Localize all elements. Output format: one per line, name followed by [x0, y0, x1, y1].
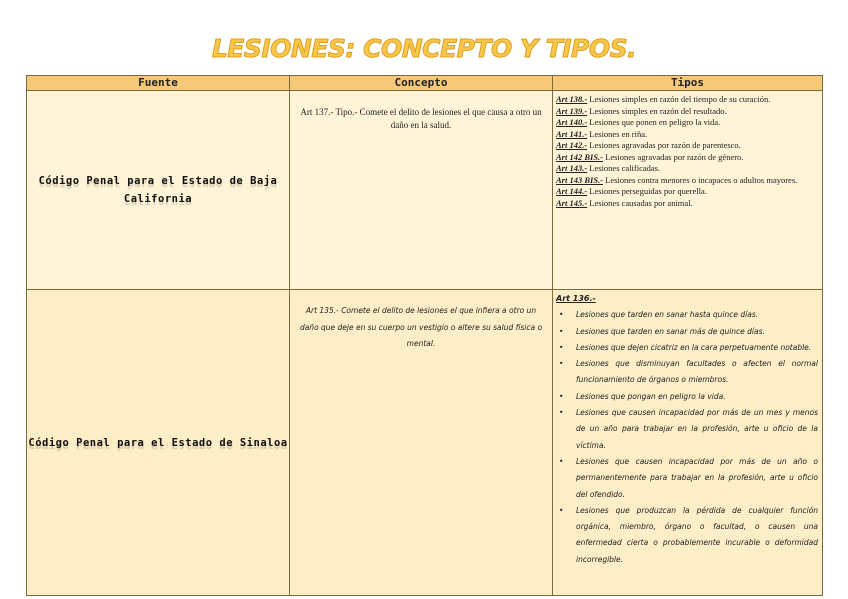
list-item: • Lesiones que tarden en sanar hasta quince días.: [576, 307, 818, 323]
tipo-text: Lesiones en riña.: [587, 128, 648, 139]
header-fuente: Fuente: [27, 76, 290, 91]
tipo-text: Lesiones contra menores o incapaces o adultos mayores.: [603, 174, 798, 185]
concepto-cell: [290, 290, 553, 596]
tipo-entry: [556, 175, 818, 187]
tipo-text: Lesiones simples en razón del tiempo de su curación.: [587, 94, 771, 104]
list-item: • Lesiones que causen incapacidad por más de un año o permanentemente para trabajar en la profesión, arte u oficio del ofendido.: [576, 454, 818, 503]
concepto-text: Art 137.- Tipo.- Comete el delito de lesiones el que causa a otro un daño en la salud.: [300, 107, 542, 130]
tipo-text: Lesiones causadas por animal.: [587, 197, 693, 208]
tipo-text: Lesiones simples en razón del resultado.: [587, 105, 727, 116]
tipo-entry: [556, 198, 818, 210]
article-label: Art 138.-: [556, 94, 588, 104]
header-tipos: Tipos: [553, 76, 823, 91]
list-item: • Lesiones que disminuyan facultades o afecten el normal funcionamiento de órganos o miembros.: [576, 356, 818, 389]
article-label: Art 142 BIS.-: [556, 151, 603, 162]
concepto-text: Art 135.- Comete el delito de lesiones el que infiera a otro un daño que deje en su cuerpo un vestigio o altere su salud física o mental.: [299, 306, 543, 348]
tipo-entry: [556, 117, 818, 129]
lesiones-table: [26, 75, 823, 596]
article-label: Art 143 BIS.-: [556, 174, 603, 185]
concepto-cell: [290, 91, 553, 290]
list-item: • Lesiones que tarden en sanar más de quince días.: [576, 324, 818, 340]
article-label: Art 141.-: [556, 128, 588, 139]
article-label: Art 142.-: [556, 140, 588, 150]
tipos-cell: [553, 290, 823, 596]
tipo-entry: [556, 163, 818, 175]
article-label: Art 140.-: [556, 117, 588, 127]
tipos-bullet-list: [556, 307, 818, 568]
tipo-entry: [556, 186, 818, 198]
tipo-entry: [556, 152, 818, 164]
article-label: Art 145.-: [556, 197, 588, 208]
article-label: Art 143.-: [556, 163, 588, 173]
tipos-cell: [553, 91, 823, 290]
article-label: Art 139.-: [556, 105, 588, 116]
tipo-text: Lesiones que ponen en peligro la vida.: [587, 117, 721, 127]
tipos-list: [554, 291, 821, 568]
list-item: • Lesiones que causen incapacidad por más de un mes y menos de un año para trabajar en la profesión, arte u oficio de la víctima.: [576, 405, 818, 454]
tipos-list: [554, 92, 821, 209]
tipo-text: Lesiones agravadas por razón de género.: [603, 151, 744, 162]
tipos-heading: Art 136.-: [556, 294, 596, 303]
tipo-entry: [556, 129, 818, 141]
list-item: • Lesiones que dejen cicatriz en la cara perpetuamente notable.: [576, 340, 818, 356]
list-item: • Lesiones que produzcan la pérdida de cualquier función orgánica, miembro, órgano o facultad, o causen una enfermedad cierta o probablemente incurable o deformidad incorregible.: [576, 503, 818, 568]
table-row: [27, 290, 823, 596]
header-row: [27, 76, 823, 91]
tipo-entry: [556, 106, 818, 118]
fuente-cell: [27, 91, 290, 290]
tipo-text: Lesiones perseguidas por querella.: [587, 186, 707, 196]
table-row: [27, 91, 823, 290]
header-concepto: Concepto: [290, 76, 553, 91]
article-label: Art 144.-: [556, 186, 588, 196]
fuente-text: Código Penal para el Estado de Sinaloa: [28, 436, 288, 449]
page-title: LESIONES: CONCEPTO Y TIPOS.: [211, 34, 637, 63]
list-item: • Lesiones que pongan en peligro la vida.: [576, 389, 818, 405]
tipo-entry: [556, 140, 818, 152]
tipo-entry: [556, 94, 818, 106]
fuente-text: Código Penal para el Estado de Baja California: [38, 175, 278, 205]
fuente-cell: [27, 290, 290, 596]
tipo-text: Lesiones calificadas.: [587, 163, 661, 173]
tipo-text: Lesiones agravadas por razón de parentesco.: [587, 140, 741, 150]
